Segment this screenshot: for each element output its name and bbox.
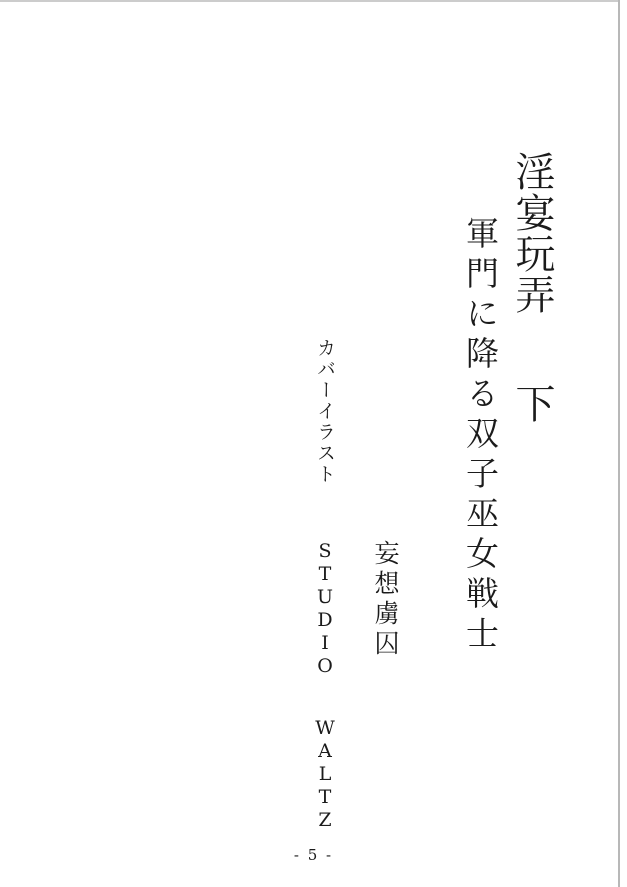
- cover-illustration-credit-label: カバーイラスト: [314, 338, 336, 485]
- book-subtitle: 軍門に降る双子巫女戦士: [461, 216, 500, 656]
- page-right-edge: [618, 0, 620, 887]
- cover-illustration-studio-name: STUDIO WALTZ: [314, 540, 336, 832]
- book-title: 淫宴玩弄: [509, 151, 555, 315]
- page-number: - 5 -: [293, 846, 334, 864]
- author-name: 妄想虜囚: [371, 540, 400, 660]
- page-top-edge: [0, 0, 619, 2]
- volume-indicator: 下: [509, 383, 555, 423]
